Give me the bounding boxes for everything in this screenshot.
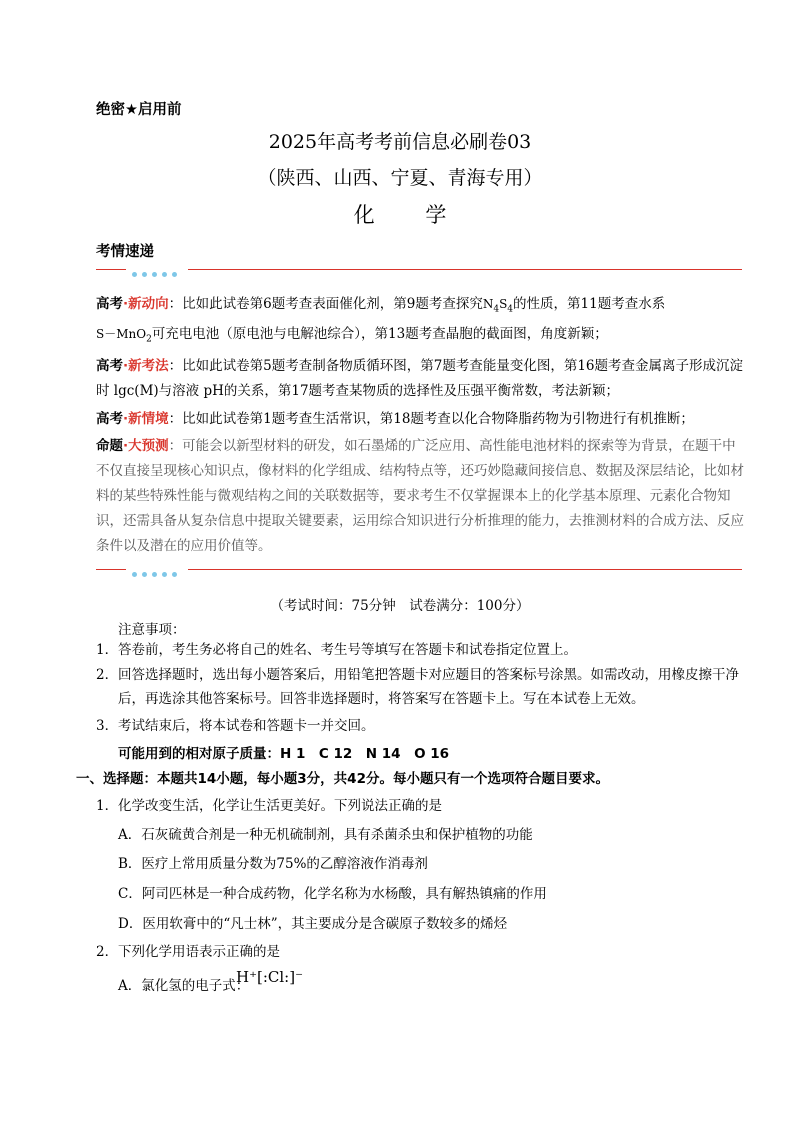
formula-n4s4: $N_4S_4$	[482, 297, 514, 315]
kaoqing-heading: 考情速递	[96, 244, 154, 260]
notice-item: 2． 回答选择题时，选出每小题答案后，用铅笔把答题卡对应题目的答案标号涂黑。如需改动，用橡皮擦干净后，再选涂其他答案标号。回答非选择题时，将答案写在答题卡上。写在本试卷上无效。	[96, 667, 739, 707]
tag-xinqingjing: ·新情境	[123, 411, 169, 427]
p2-text: ：比如此试卷第5题考查制备物质循环图，第7题考查能量变化图，第16题考查金属离子形成沉淀时 lgc(M)与溶液 pH的关系，第17题考查某物质的选择性及压强平衡常数，考法新颖；	[96, 358, 743, 399]
page-title: 2025年高考考前信息必刷卷03	[268, 131, 532, 153]
tag-gaokao: 高考	[96, 296, 123, 312]
divider-bottom	[96, 565, 742, 575]
notice-heading: 注意事项：	[118, 622, 186, 638]
formula-s-mno2: S－MnO$_2$	[96, 327, 152, 345]
question-2: 2． 下列化学用语表示正确的是	[96, 944, 280, 960]
q2-option-a-label: A．氯化氢的电子式：	[118, 978, 250, 994]
p1-text-b: 的性质，第11题考查水系	[513, 296, 666, 312]
page-subtitle-region: （陕西、山西、宁夏、青海专用）	[257, 167, 543, 189]
kaoqing-paragraph-4	[96, 434, 744, 559]
tag-xindongxiang: ·新动向	[123, 296, 169, 312]
atomic-masses: 可能用到的相对原子质量：H 1 C 12 N 14 O 16	[118, 746, 450, 762]
tag-dayuce: ·大预测	[123, 438, 169, 454]
tag-gaokao: 高考	[96, 358, 123, 374]
kaoqing-paragraph-3	[96, 407, 744, 432]
hcl-electron-formula: H⁺[:Cl:]⁻	[236, 968, 304, 986]
q1-option-c: C．阿司匹林是一种合成药物，化学名称为水杨酸，具有解热镇痛的作用	[118, 886, 547, 902]
question-1: 1． 化学改变生活，化学让生活更美好。下列说法正确的是	[96, 798, 442, 814]
p1-text-c: 可充电电池（原电池与电解池综合），第13题考查晶胞的截面图，角度新颖；	[151, 326, 608, 343]
section-heading: 一、选择题：本题共14小题，每小题3分，共42分。每小题只有一个选项符合题目要求。	[76, 771, 609, 787]
kaoqing-paragraph-1	[96, 292, 744, 353]
notice-item: 3． 考试结束后，将本试卷和答题卡一并交回。	[96, 718, 375, 734]
p1-text-a: ：比如此试卷第6题考查表面催化剂，第9题考查探究	[168, 296, 483, 312]
q1-option-b: B．医疗上常用质量分数为75%的乙醇溶液作消毒剂	[118, 856, 428, 872]
p3-text: ：比如此试卷第1题考查生活常识，第18题考查以化合物降脂药物为引物进行有机推断；	[168, 411, 694, 427]
page-subject: 化 学	[353, 203, 469, 227]
exam-time: （考试时间：75分钟 试卷满分：100分）	[270, 598, 530, 614]
tag-xinkaofa: ·新考法	[123, 358, 169, 374]
kaoqing-paragraph-2	[96, 354, 744, 404]
secret-label: 绝密★启用前	[96, 102, 182, 118]
divider-top	[96, 265, 742, 275]
p4-text: ：可能会以新型材料的研发，如石墨烯的广泛应用、高性能电池材料的探索等为背景，在题干中不仅直接呈现核心知识点，像材料的化学组成、结构特点等，还巧妙隐藏间接信息、数据及深层结论，比如材料的某些特殊性能与微观结构之间的关联数据等，要求考生不仅掌握课本上的化学基本原理、元素化合物知识，还需具备从复杂信息中提取关键要素，运用综合知识进行分析推理的能力，去推测材料的合成方法、反应条件以及潜在的应用价值等。	[96, 438, 744, 554]
notice-item: 1． 答卷前，考生务必将自己的姓名、考生号等填写在答题卡和试卷指定位置上。	[96, 642, 577, 658]
q1-option-d: D．医用软膏中的“凡士林”，其主要成分是含碳原子数较多的烯烃	[118, 916, 508, 932]
tag-gaokao: 高考	[96, 411, 123, 427]
tag-mingti: 命题	[96, 438, 123, 454]
q1-option-a: A．石灰硫黄合剂是一种无机硫制剂，具有杀菌杀虫和保护植物的功能	[118, 827, 533, 843]
